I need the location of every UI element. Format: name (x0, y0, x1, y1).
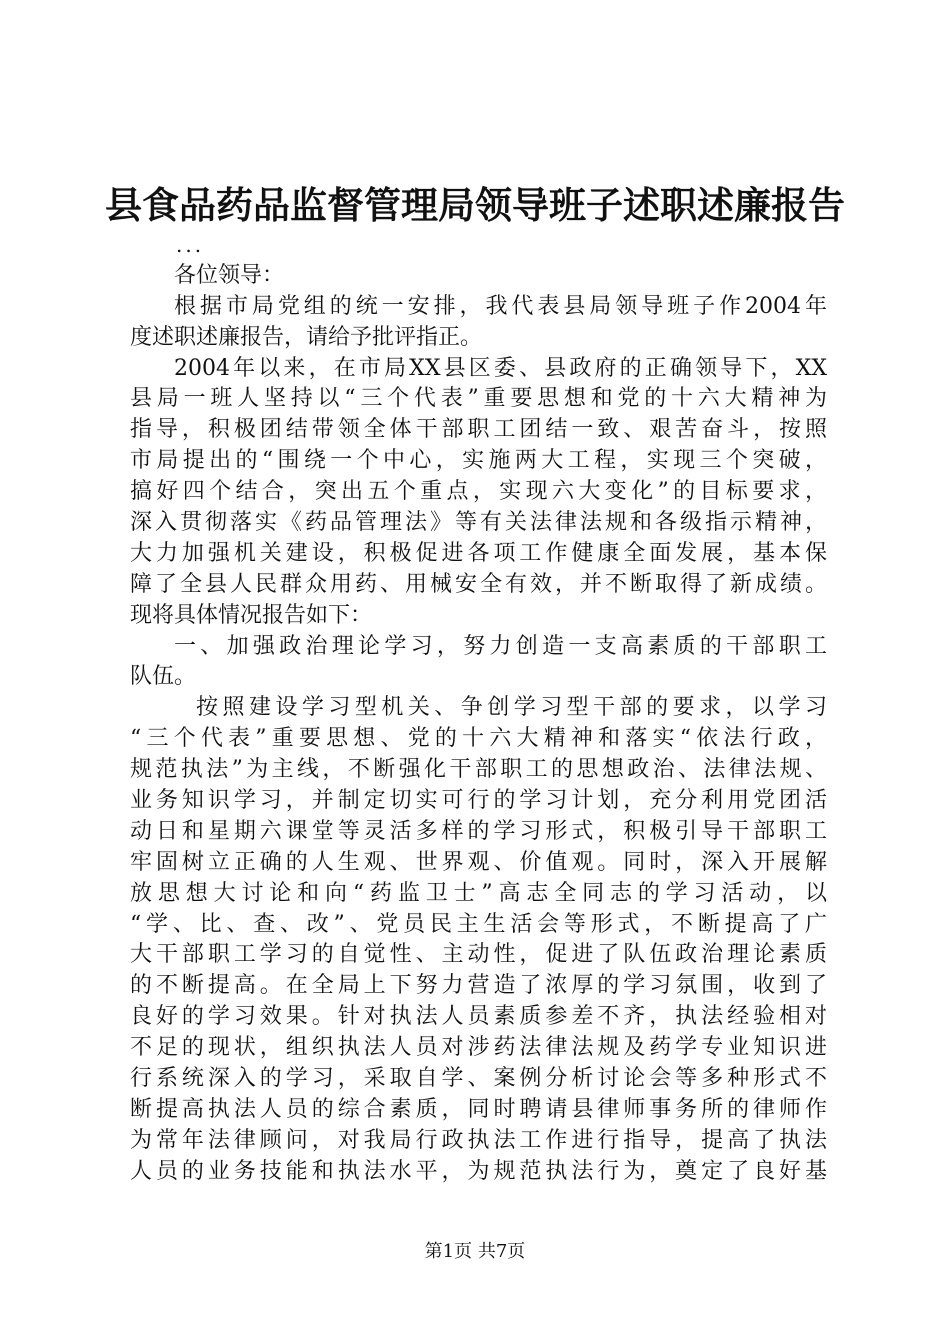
paragraph-line: 规范执法”为主线，不断强化干部职工的思想政治、法律法规、 (130, 757, 827, 783)
paragraph-line: “三个代表”重要思想、党的十六大精神和落实“依法行政， (130, 726, 827, 752)
paragraph-line: “学、比、查、改”、党员民主生活会等形式，不断提高了广 (130, 911, 827, 937)
paragraph-line: 动日和星期六课堂等灵活多样的学习形式，积极引导干部职工 (130, 818, 827, 844)
paragraph-line: 现将具体情况报告如下： (130, 602, 373, 628)
paragraph-line: 市局提出的“围绕一个中心，实施两大工程，实现三个突破， (130, 448, 827, 474)
ellipsis-mark: ... (176, 233, 205, 257)
document-body (130, 230, 827, 1188)
paragraph-line: 大干部职工学习的自觉性、主动性，促进了队伍政治理论素质 (130, 942, 827, 968)
paragraph-line: 牢固树立正确的人生观、世界观、价值观。同时，深入开展解 (130, 849, 827, 875)
page-title: 县食品药品监督管理局领导班子述职述廉报告 (105, 183, 845, 227)
paragraph-line: 搞好四个结合，突出五个重点，实现六大变化”的目标要求， (130, 479, 827, 505)
paragraph-line: 为常年法律顾问，对我局行政执法工作进行指导，提高了执法 (130, 1127, 827, 1153)
paragraph-line: 的不断提高。在全局上下努力营造了浓厚的学习氛围，收到了 (130, 973, 827, 999)
paragraph-line: 队伍。 (130, 664, 197, 690)
paragraph-line: 按照建设学习型机关、争创学习型干部的要求，以学习 (196, 695, 827, 721)
paragraph-line: 良好的学习效果。针对执法人员素质参差不齐，执法经验相对 (130, 1004, 827, 1030)
paragraph-line: 断提高执法人员的综合素质，同时聘请县律师事务所的律师作 (130, 1096, 827, 1122)
page-footer: 第1页 共7页 (424, 1241, 526, 1262)
paragraph-line: 县局一班人坚持以“三个代表”重要思想和党的十六大精神为 (130, 386, 827, 412)
salutation: 各位领导： (174, 262, 285, 288)
paragraph-line: 不足的现状，组织执法人员对涉药法律法规及药学专业知识进 (130, 1035, 827, 1061)
paragraph-line: 根据市局党组的统一安排，我代表县局领导班子作2004年 (174, 293, 827, 319)
paragraph-line: 障了全县人民群众用药、用械安全有效，并不断取得了新成绩。 (130, 571, 827, 597)
paragraph-line: 度述职述廉报告，请给予批评指正。 (130, 324, 483, 350)
paragraph-line: 放思想大讨论和向“药监卫士”高志全同志的学习活动，以 (130, 880, 827, 906)
paragraph-line: 人员的业务技能和执法水平，为规范执法行为，奠定了良好基 (130, 1158, 827, 1184)
paragraph-line: 大力加强机关建设，积极促进各项工作健康全面发展，基本保 (130, 540, 827, 566)
paragraph-line: 2004年以来，在市局XX县区委、县政府的正确领导下，XX (174, 355, 827, 381)
paragraph-line: 一、加强政治理论学习，努力创造一支高素质的干部职工 (174, 633, 827, 659)
paragraph-line: 深入贯彻落实《药品管理法》等有关法律法规和各级指示精神， (130, 510, 827, 536)
paragraph-line: 指导，积极团结带领全体干部职工团结一致、艰苦奋斗，按照 (130, 417, 827, 443)
paragraph-line: 业务知识学习，并制定切实可行的学习计划，充分利用党团活 (130, 788, 827, 814)
paragraph-line: 行系统深入的学习，采取自学、案例分析讨论会等多种形式不 (130, 1066, 827, 1092)
